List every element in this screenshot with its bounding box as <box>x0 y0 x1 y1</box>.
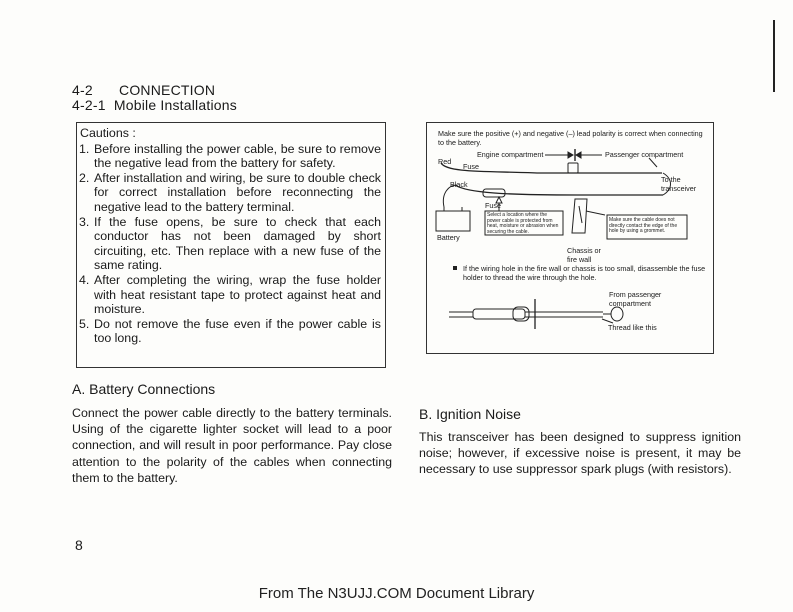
fuse-holder-top-icon <box>568 163 578 173</box>
arrow-head-icon <box>576 152 581 158</box>
caution-item: 5. Do not remove the fuse even if the power cable is too long. <box>79 316 381 346</box>
diagram-bullet-note: If the wiring hole in the fire wall or chassis is too small, disassemble the fuse holder to thread the wire through the hole. <box>463 264 706 282</box>
section-b-heading: B. Ignition Noise <box>419 406 521 422</box>
label-engine-compartment: Engine compartment <box>477 150 544 159</box>
caution-item: 3. If the fuse opens, be sure to check that each conductor has not been damaged by short circuiting, etc. Then replace with a new fuse of the same rating. <box>79 214 381 273</box>
cautions-list <box>78 142 381 346</box>
label-fuse-mid: Fuse <box>485 201 501 210</box>
section-a-body: Connect the power cable directly to the battery terminals. Using of the cigarette lighter socket will lead to a poor connection, and will result in poor performance. Pay close attention to the polarity of the cables when connecting them to the battery. <box>72 406 392 485</box>
cautions-title: Cautions : <box>80 126 136 140</box>
battery-icon <box>436 211 470 231</box>
label-to-transceiver: To the transceiver <box>661 175 697 193</box>
label-thread-like-this: Thread like this <box>608 323 657 332</box>
arrow-head-icon <box>568 152 573 158</box>
caution-item: 4. After completing the wiring, wrap the fuse holder with heat resistant tape to protect against heat and moisture. <box>79 272 381 317</box>
label-battery: Battery <box>437 233 460 242</box>
scan-margin-mark <box>773 20 775 92</box>
note-grommet: Make sure the cable does not directly contact the edge of the hole by using a grommet. <box>609 217 678 235</box>
label-from-passenger: From passenger compartment <box>609 290 662 308</box>
caution-item: 2. After installation and wiring, be sure to double check for correct installation before reconnecting the negative lead to the battery terminal. <box>79 170 381 214</box>
wire-end-icon <box>611 307 623 321</box>
label-red: Red <box>438 157 452 166</box>
section-number: 4-2 <box>72 82 93 98</box>
subsection-title: 4-2-1 Mobile Installations <box>72 97 237 113</box>
black-wire <box>455 185 663 195</box>
label-chassis: Chassis or fire wall <box>567 246 601 264</box>
label-fuse-top: Fuse <box>463 162 479 171</box>
caution-item: 1. Before installing the power cable, be sure to remove the negative lead from the battery for safety. <box>79 141 381 171</box>
section-title: CONNECTION <box>119 82 216 98</box>
diagram-top-note: Make sure the positive (+) and negative (–) lead polarity is correct when connecting to the battery. <box>438 129 703 147</box>
bullet-icon <box>453 266 457 270</box>
section-a-heading: A. Battery Connections <box>72 381 216 397</box>
section-header <box>72 82 215 98</box>
cautions-box <box>76 122 386 368</box>
fuse-holder-open-icon <box>473 309 525 319</box>
page-number: 8 <box>75 537 83 553</box>
label-black: Black <box>450 180 468 189</box>
fire-wall-shape <box>572 199 587 233</box>
wiring-diagram <box>426 122 714 354</box>
section-b-body: This transceiver has been designed to suppress ignition noise; however, if excessive noise is present, it may be necessary to use suppressor spark plugs (with resistors). <box>419 430 741 477</box>
footer-library-credit: From The N3UJJ.COM Document Library <box>258 585 535 602</box>
label-passenger-compartment: Passenger compartment <box>605 150 684 159</box>
note-select-location: Select a location where the power cable is protected from heat, moisture or abrasion when securing the cable. <box>487 212 559 235</box>
